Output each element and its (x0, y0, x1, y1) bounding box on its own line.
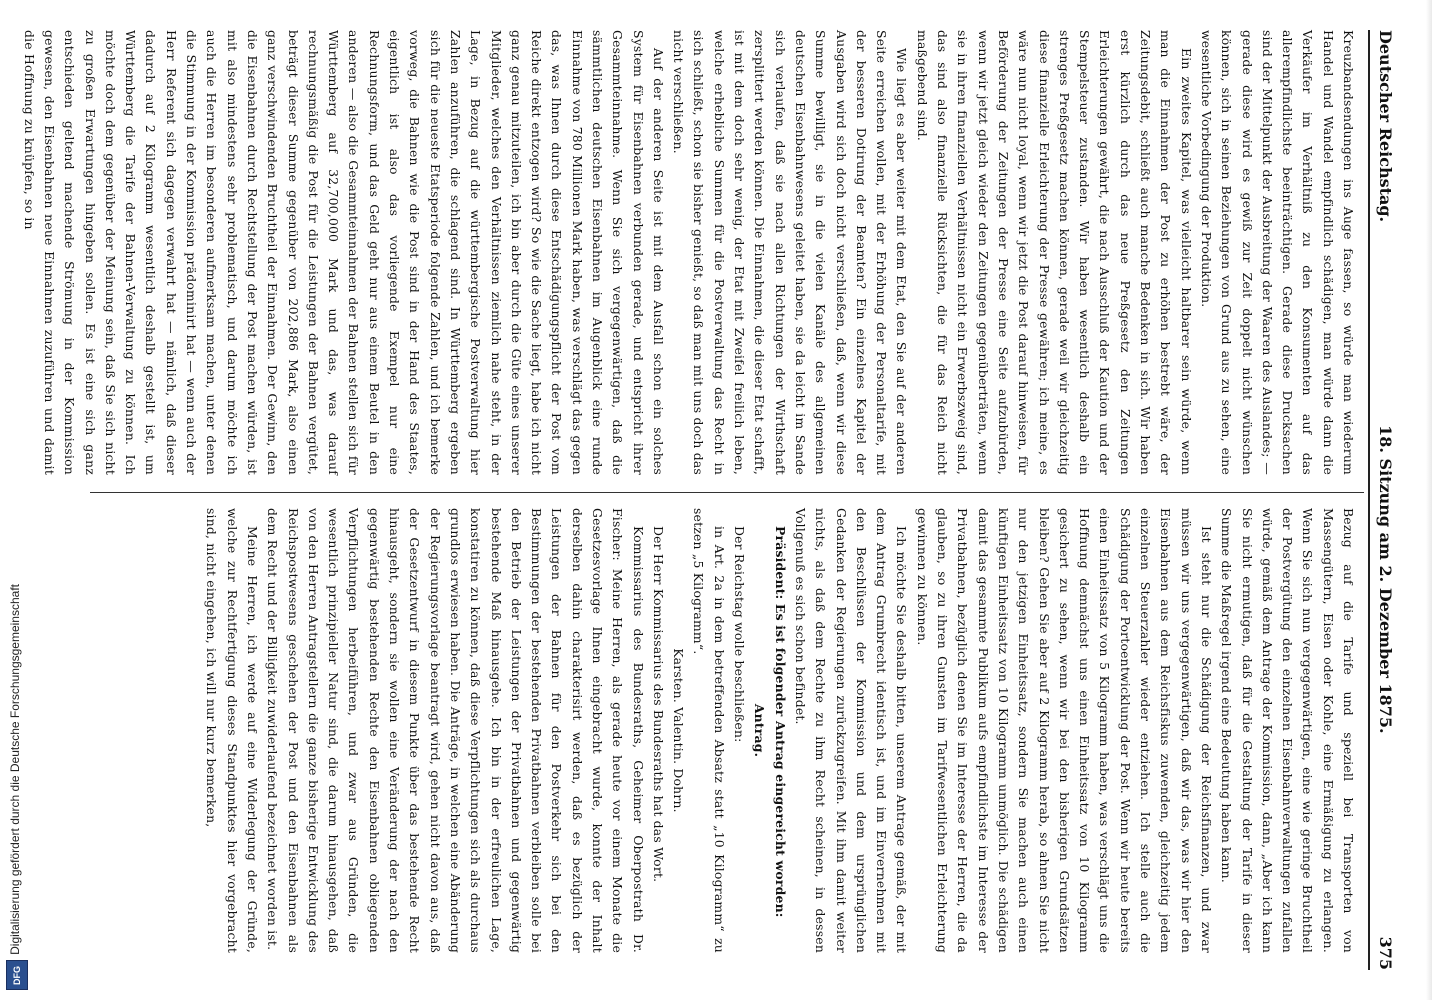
right-column (90, 508, 1358, 953)
motion-preamble: Der Reichstag wolle beschließen: (732, 526, 748, 743)
paragraph: Der Herr Kommissarius des Bundesraths hat das Wort. (650, 526, 666, 883)
scan-edge (1426, 0, 1432, 1000)
header-publication: Deutscher Reichstag. (1376, 30, 1396, 223)
dfg-logo-text: DFG (12, 965, 22, 985)
running-header (1372, 30, 1400, 970)
dfg-logo (6, 960, 28, 990)
paragraph: Ein zweites Kapitel, was vielleicht haltbarer sein würde, wenn man die Einnahmen der Post zu erhöhen bestrebt wäre, der Zeitungsdebit, schließt auch manche Bedenken in sich. Wir haben erst kürzlich durch das neue Preßgesetz den Zeitungen Erleichterungen gewährt, die nach Ausschluß der Kaution und der Stempelsteuer zustanden. Wir haben wesentlich deshalb ein strenges Preßgesetz machen können, gerade weil wir gleichzeitig diese finanzielle Erleichterung der Presse gewähren; ich meine, es wäre nun nicht loyal, wenn wir jetzt die Post darauf hinweisen, für Beförderung der Zeitungen der Presse eine Seite aufzubürden, wenn wir jetzt gleich wieder den Zeitungen gegenüberträten, wenn sie in ihren finanziellen Verhältnissen nicht ein Erwerbszweig sind, das sind also finanzielle Rücksichten, die für das Reich nicht maßgebend sind. (914, 30, 1194, 475)
motion-text: in Art. 2a in dem betreffenden Absatz statt „10 Kilogramm“ zu setzen „5 Kilogramm“. (691, 508, 727, 953)
motion-title: Antrag. (752, 703, 768, 758)
paragraph: Bezug auf die Tarife und speziell bei Transporten von Massengütern, Eisen oder Kohle, eine Ermäßigung zu erlangen. Wenn Sie sich nun vergegenwärtigen, eine wie geringe Bruchtheil der Postvergütung den einzelnen Eisenbahnverwaltungen zufallen würde, gemäß dem Antrage der Kommission, dann, „Aber ich kann Sie nicht ermutigen, daß für die Gestaltung der Tarife in dieser Summe die Maßregel irgend eine Bedeutung haben kann. (1219, 508, 1356, 953)
dfg-credit-text: Digitalisierung gefördert durch die Deutsche Forschungsgemeinschaft (8, 584, 22, 955)
paragraph: Kreuzbandsendungen ins Auge fassen, so würde man wiederum Handel und Wandel empfindlich schädigen, man würde dann die Verkäufer im Verhältniß zu den Konsumenten auf das allerempfindlichste beeinträchtigen. Gerade diese Drucksachen sind der Mittelpunkt der Ausbreitung der Waaren des Auslandes; — gerade diese wird es gewiß zur Zeit doppelt nicht wünschen können, sich in seinen Beziehungen von Grund aus zu sehen, eine wesentliche Vorbedingung der Produktion. (1198, 30, 1356, 475)
header-session: 18. Sitzung am 2. Dezember 1875. (1376, 425, 1396, 734)
paragraph: Auf der anderen Seite ist mit dem Ausfall schon ein solches System für Eisenbahnen verbunden gerade, und entspricht ihrer Gesammteinnahme. Wenn Sie sich vergegenwärtigen, daß die sämmtlichen deutschen Eisenbahnen im Augenblick eine runde Einnahme von 780 Millionen Mark haben, was verschlägt das gegen das, was Ihnen durch diese Entschädigungspflicht der Post vom Reiche direkt entzogen wird? So wie die Sache liegt, habe ich nicht ganz genau mitzuteilen, ich bin aber durch die Güte eines unserer Mitglieder, welches den Verhältnissen ziemlich nahe steht, in der Lage, in Bezug auf die württembergische Postverwaltung hier Zahlen anzuführen, die schlagend sind. In Württemberg ergeben sich für die neueste Etatsperiode folgende Zahlen, und ich bemerke vorweg, die Bahnen wie die Post sind in der Hand des Staates, eigentlich ist also das vorliegende Exempel nur eine Rechnungsform, und das Geld geht nur aus einem Beutel in den anderen — also die Gesammteinnahmen der Bahnen stellen sich für Württemberg auf 32,700,000 Mark und das, was darauf rechnungsmäßig die Post für die Leistungen der Bahnen vergütet, beträgt dieser Summe gegenüber von 202,886 Mark, also einen ganz verschwindenden Bruchtheil der Einnahmen. Der Gewinn, den die Eisenbahnen durch Rechtstellung der Post machen würden, ist mit also mindestens sehr problematisch, und darum möchte ich auch die Herren im besonderen aufmerksam machen, unter denen die Stimmung in der Kommission prädominirt hat — wenn auch der Herr Referent sich dagegen verwahrt hat — nämlich, daß dieser dadurch auf 2 Kilogramm wesentlich deshalb gestellt ist, um Württemberg die Tarife der Bahnen-Verwaltung zu können. Ich möchte doch dem gegenüber der Meinung sein, daß Sie sich nicht zu großen Erwartungen hingeben sollen. Es ist eine sich ganz entschieden geltend machende Strömung in der Kommission gewesen, den Eisenbahnen neue Einnahmen zuzuführen und damit die Hoffnung zu knüpfen, so in (21, 30, 666, 475)
paragraph: Kommissarius des Bundesraths, Geheimer Oberpostrath Dr. Fischer: Meine Herren, als gerade heute vor einem Monate die Gesetzesvorlage Ihnen eingebracht wurde, konnte der Inhalt derselben dahin charakterisirt werden, daß es bezüglich der Leistungen der Bahnen für den Postverkehr sich bei den Bestimmungen der bestehenden Privatbahnen verbleiben solle bei den Betrieb der Leistungen der Privatbahnen und gegenwärtig bestehende Maß hinausgehe. Ich bin in der erfreulichen Lage, konstatiren zu können, daß diese Verpflichtungen sich als durchaus grundlos erwiesen haben. Die Anträge, in welchen eine Abänderung der Regierungsvorlage beantragt wird, gehen nicht davon aus, daß der Gesetzentwurf in diesem Punkte über das bestehende Recht hinausgeht, sondern sie wollen eine Veränderung der nach den gegenwärtig bestehenden Rechte den Eisenbahnen obliegenden Verpflichtungen herbeiführen, und zwar aus Gründen, die wesentlich prinzipieller Natur sind, die darum hinausgehen, daß von den Herren Antragstellern die ganze bisherige Entwicklung des Reichspostwesens geschehen der Post und den Eisenbahnen als dem Recht und der Billigkeit zuwiderlaufend bezeichnet worden ist. (265, 508, 646, 953)
paragraph: Meine Herren, ich werde auf eine Widerlegung der Gründe, welche zur Rechtfertigung dieses Standpunktes hier vorgebracht sind, nicht eingehen, ich will nur kurz bemerken, (204, 508, 260, 953)
paragraph: Wie liegt es aber weiter mit dem Etat, den Sie auf der anderen Seite erreichen wollen, mit der Erhöhung der Personaltarife, mit der besseren Dotirung der Beamten? Ein einzelnes Kapitel der Ausgaben wird sich doch nicht verschließen, daß, wenn wir diese Summe bewilligt, sie in die vielen Kanäle des allgemeinen deutschen Eisenbahnwesens geleitet haben, sie da leicht im Sande sich verlaufen, daß sie nach allen Richtungen der Wirthschaft zersplittert werden können. Die Einnahmen, die dieser Etat schafft, ist mit dem doch sehr wenig, der Etat mit Zweifel freilich leben, welche erhebliche Summen für die Postverwaltung das Recht in sich schließt, schon sie bisher genießt, so daß man mit uns doch das nicht verschließen. (671, 30, 910, 475)
paragraph: Ist steht nur die Schädigung der Reichsfinanzen, und zwar müssen wir uns vergegenwärtigen, daß wir das, was wir hier den Eisenbahnen aus dem Reichsfiskus zuwenden, gleichzeitig jedem einzelnen Steuerzahler wieder entziehen. Ich stelle auch die Schädigung der Portoentwicklung der Post. Wenn wir heute bereits einen Einheitssatz von 5 Kilogramm haben, was verschlägt uns die Hoffnung demnächst uns einen Einheitssatz von 10 Kilogramm gesichert zu sehen, wenn wir bei den bisherigen Grundsätzen bleiben? Gehen Sie aber auf 2 Kilogramm herab, so ahnen Sie nicht nur den jetzigen Einheitssatz, sondern Sie machen auch einen künftigen Einheitssatz von 10 Kilogramm unmöglich. Die schädigen damit das gesammte Publikum aufs empfindlichste im Interesse der Privatbahnen, bezüglich denen Sie im Interesse der Herren, die da glauben, so zu ihren Gunsten im Tarifwesentlichen Erleichterung gewinnen zu können. (914, 508, 1214, 953)
page-number: 375 (1376, 936, 1396, 970)
motion-signatories: Karsten. Valentin. Dohrn. (671, 648, 687, 813)
paragraph: Ich möchte Sie deshalb bitten, unserem Antrage gemäß, der mit dem Antrag Grumbrecht identisch ist, und im Einvernehmen mit den Beschlüssen der Kommission und dem ursprünglichen Gedanken der Regierungen zurückzugreifen. Mit ihm damit weiter nichts, als daß dem Rechte zu ihm Recht scheinen, in dessen Vollgenuß es sich schon befindet. (792, 508, 910, 953)
scanned-page (21, 30, 1400, 970)
rotated-page-content (21, 30, 1400, 970)
column-divider (90, 492, 1364, 493)
header-rule (1368, 30, 1370, 970)
left-column (21, 30, 1358, 475)
president-statement: Präsident: Es ist folgender Antrag eingereicht worden: (772, 526, 788, 918)
